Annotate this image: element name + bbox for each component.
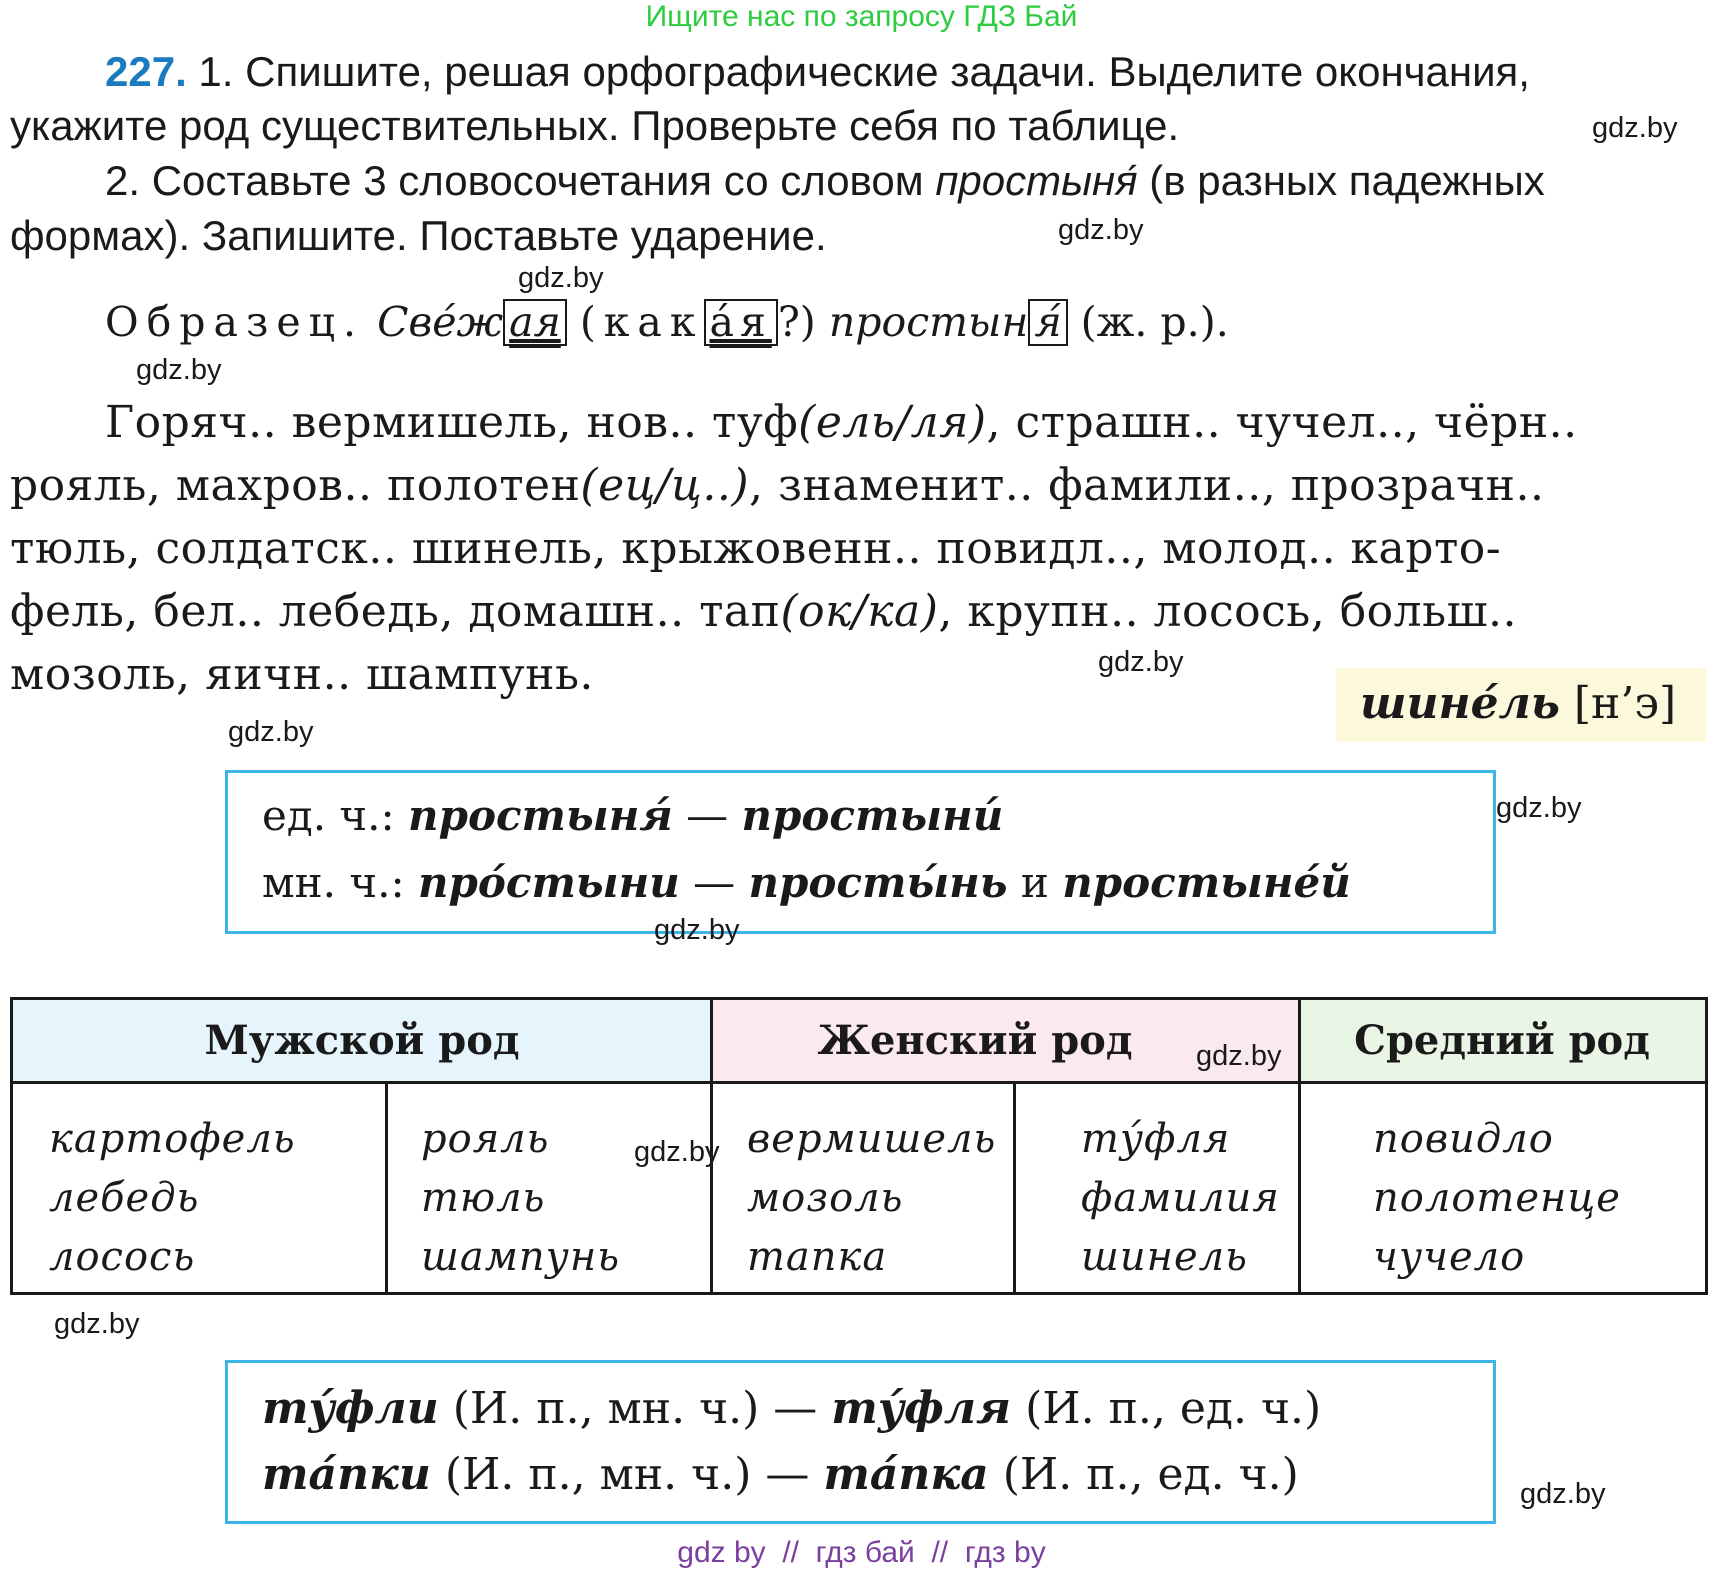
task-text-1: 1. Спишите, решая орфографические задачи. Выделите окончания, <box>198 48 1530 95</box>
sample-question-close: ?) <box>777 298 816 346</box>
sample-question-ending: а́я <box>704 299 778 346</box>
sample-word-2-ending: я́ <box>1028 299 1067 346</box>
table-word: фамилия <box>1081 1175 1280 1221</box>
box2-text: (И. п., мн. ч.) — <box>438 1383 832 1434</box>
exercise-line-5: мозоль, яичн.. шампунь. <box>10 649 594 700</box>
divider <box>385 1084 388 1292</box>
box2-word: ту́фля <box>831 1383 1012 1434</box>
note-transcription: [н’э] <box>1573 678 1677 729</box>
table-word: полотенце <box>1373 1175 1621 1221</box>
exercise-text: , знаменит.. фамили.., прозрачн.. <box>749 460 1545 511</box>
exercise-line-2 <box>10 460 1544 511</box>
masculine-col-1 <box>49 1110 296 1287</box>
exercise-text: рояль, махров.. полотен <box>10 460 581 511</box>
table-word: вермишель <box>747 1116 997 1162</box>
exercise-line-3: тюль, солдатск.. шинель, крыжовенн.. повидл.., молод.. карто- <box>10 523 1502 574</box>
divider <box>1013 1084 1016 1292</box>
footer-links: gdz by // гдз бай // гдз by <box>677 1536 1046 1569</box>
table-word: картофель <box>49 1116 296 1162</box>
task-line-4: формах). Запишите. Поставьте ударение. <box>10 212 827 259</box>
sample-question-open: (как <box>579 298 704 346</box>
word-note <box>1336 668 1706 742</box>
watermark: gdz.by <box>1058 214 1144 246</box>
box1-dash: — <box>679 858 749 907</box>
table-word: шампунь <box>421 1234 620 1280</box>
exercise-line-4 <box>10 586 1517 637</box>
header-neuter: Средний род <box>1299 1000 1705 1084</box>
table-word: шинель <box>1081 1234 1248 1280</box>
neuter-col <box>1373 1110 1621 1287</box>
task-text-3a: 2. Составьте 3 словосочетания со словом <box>105 157 936 204</box>
task-word-prostynya: простыня́ <box>935 157 1138 204</box>
task-number: 227. <box>105 48 187 95</box>
sample-word-1-ending: ая <box>503 299 567 346</box>
sample-line <box>105 298 1229 346</box>
top-banner: Ищите нас по запросу ГДЗ Бай <box>645 0 1078 33</box>
box1-label: мн. ч.: <box>262 858 418 907</box>
table-word: мозоль <box>747 1175 904 1221</box>
watermark: gdz.by <box>54 1308 140 1340</box>
task-line-1 <box>105 48 1530 96</box>
table-word: лосось <box>49 1234 196 1280</box>
divider <box>1298 1000 1301 1292</box>
sample-word-1-stem: Све́ж <box>377 298 504 346</box>
header-masculine: Мужской род <box>13 1000 711 1084</box>
box1-word: простыне́й <box>1062 858 1351 907</box>
box2-line-1 <box>262 1383 1321 1434</box>
box1-label: ед. ч.: <box>262 791 409 840</box>
exercise-line-1 <box>105 397 1578 448</box>
box1-line-1 <box>262 791 1003 840</box>
box2-text: (И. п., мн. ч.) — <box>430 1449 824 1500</box>
box1-dash: — <box>672 791 742 840</box>
sample-tail: (ж. р.). <box>1080 298 1229 346</box>
table-word: чучело <box>1373 1234 1526 1280</box>
task-line-2: укажите род существительных. Проверьте себя по таблице. <box>10 102 1180 149</box>
table-word: рояль <box>421 1116 550 1162</box>
table-word: повидло <box>1373 1116 1554 1162</box>
watermark: gdz.by <box>228 716 314 748</box>
table-word: тапка <box>747 1234 888 1280</box>
watermark: gdz.by <box>634 1136 720 1168</box>
exercise-hint: (ель/ля) <box>798 397 987 448</box>
exercise-text: , крупн.. лосось, больш.. <box>938 586 1517 637</box>
task-text-3b: (в разных падежных <box>1137 157 1545 204</box>
watermark: gdz.by <box>518 262 604 294</box>
exercise-text: , страшн.. чучел.., чёрн.. <box>986 397 1578 448</box>
box1-and: и <box>1007 858 1063 907</box>
note-word: шине́ль <box>1360 678 1560 729</box>
header-feminine: Женский род <box>711 1000 1299 1084</box>
task-line-3 <box>105 157 1545 205</box>
box1-line-2 <box>262 858 1351 907</box>
feminine-col-1 <box>747 1110 996 1287</box>
box2-line-2 <box>262 1449 1299 1500</box>
box2-word: ту́фли <box>262 1383 439 1434</box>
feminine-col-2 <box>1081 1110 1280 1287</box>
box1-word: простыня́ <box>408 791 673 840</box>
box1-word: про́стыни <box>417 858 680 907</box>
watermark: gdz.by <box>1496 792 1582 824</box>
exercise-hint: (ец/ц..) <box>580 460 749 511</box>
sample-label: Образец. <box>105 298 365 346</box>
masculine-col-2 <box>421 1110 620 1287</box>
watermark: gdz.by <box>1196 1040 1282 1072</box>
table-word: тюль <box>421 1175 546 1221</box>
box1-word: просты́нь <box>748 858 1008 907</box>
gender-table <box>10 997 1708 1295</box>
table-word: ту́фля <box>1081 1116 1231 1162</box>
watermark: gdz.by <box>1592 112 1678 144</box>
watermark: gdz.by <box>1098 646 1184 678</box>
box2-word: та́пки <box>262 1449 431 1500</box>
shoes-forms-box <box>225 1360 1496 1524</box>
exercise-hint: (ок/ка) <box>780 586 939 637</box>
plural-forms-box <box>225 770 1496 934</box>
table-word: лебедь <box>49 1175 200 1221</box>
box2-text: (И. п., ед. ч.) <box>1011 1383 1322 1434</box>
box1-word: простыни́ <box>741 791 1004 840</box>
exercise-text: Горяч.. вермишель, нов.. туф <box>105 397 799 448</box>
exercise-text: фель, бел.. лебедь, домашн.. тап <box>10 586 781 637</box>
watermark: gdz.by <box>654 914 740 946</box>
box2-text: (И. п., ед. ч.) <box>988 1449 1299 1500</box>
watermark: gdz.by <box>136 354 222 386</box>
box2-word: та́пка <box>823 1449 989 1500</box>
watermark: gdz.by <box>1520 1478 1606 1510</box>
sample-word-2-stem: простын <box>828 298 1029 346</box>
